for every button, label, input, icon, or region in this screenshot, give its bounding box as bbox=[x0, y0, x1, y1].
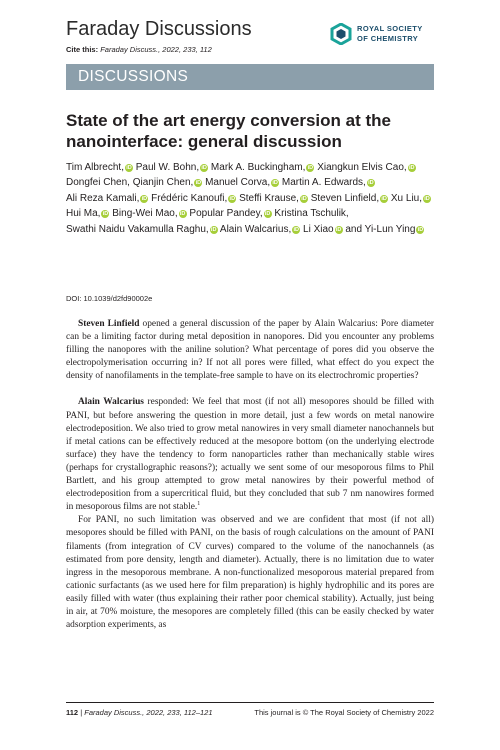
author-name[interactable] bbox=[211, 162, 314, 173]
page-number: 112 bbox=[66, 708, 79, 717]
footer-journal: Faraday Discuss., 2022, 233, 112–121 bbox=[84, 708, 213, 717]
author-text: Bing-Wei Mao, bbox=[112, 208, 178, 220]
author-name[interactable] bbox=[136, 162, 208, 173]
orcid-icon[interactable]: iD bbox=[368, 180, 374, 187]
author-text: Xiangkun Elvis Cao, bbox=[317, 162, 407, 173]
journal-title: Faraday Discussions bbox=[66, 18, 252, 40]
orcid-icon[interactable]: iD bbox=[201, 165, 207, 171]
orcid-icon[interactable]: iD bbox=[381, 195, 387, 202]
speaker-name: Steven Linfield bbox=[78, 319, 140, 329]
paragraph bbox=[66, 396, 434, 514]
orcid-icon[interactable]: iD bbox=[126, 165, 132, 171]
author-name[interactable] bbox=[239, 193, 308, 204]
orcid-icon[interactable]: iD bbox=[301, 195, 307, 202]
author-name[interactable] bbox=[151, 193, 236, 204]
author-text: Kristina Tschulik, bbox=[274, 208, 349, 220]
author-text: Dongfei Chen, bbox=[66, 177, 130, 189]
author-name[interactable] bbox=[205, 177, 279, 188]
paragraph-text: opened a general discussion of the paper by Alain Walcarius: Pore diameter can be a limiting factor during metal deposition in nanopores. Did you encounter any problems filling the nanopores with the aniline solution? What percentage of pores did you observe the electropolymerisation occurring in? If not all pores were filled, what effect do you expect the density of nanofilaments in the template-free sample to have on its electrochromic properties? bbox=[66, 319, 435, 382]
author-text: Qianjin Chen, bbox=[132, 177, 194, 189]
author-name[interactable] bbox=[66, 162, 133, 173]
orcid-icon[interactable]: iD bbox=[264, 211, 271, 218]
orcid-icon[interactable]: iD bbox=[293, 226, 299, 233]
paragraph bbox=[66, 514, 434, 632]
orcid-icon[interactable]: iD bbox=[179, 211, 186, 218]
author-text: Martin A. Edwards, bbox=[281, 177, 366, 189]
author-name[interactable] bbox=[282, 177, 375, 188]
author-text: Manuel Corva, bbox=[205, 177, 271, 189]
orcid-icon[interactable]: iD bbox=[195, 180, 202, 187]
author-text: Steven Linfield, bbox=[310, 192, 380, 204]
author-text: Frédéric Kanoufi, bbox=[151, 192, 228, 204]
author-name[interactable] bbox=[112, 208, 186, 219]
orcid-icon[interactable]: iD bbox=[102, 211, 109, 218]
orcid-icon[interactable]: iD bbox=[335, 226, 342, 233]
orcid-icon[interactable]: iD bbox=[417, 226, 424, 233]
paragraph bbox=[66, 318, 434, 383]
rsc-hexagon-icon bbox=[330, 23, 352, 45]
article-body bbox=[66, 318, 434, 632]
footer-rule bbox=[66, 702, 434, 703]
author-text: and Yi-Lun Ying bbox=[345, 223, 416, 235]
author-name[interactable] bbox=[345, 224, 424, 235]
author-text: Xu Liu, bbox=[390, 192, 423, 204]
author-text: Hui Ma, bbox=[66, 208, 101, 220]
orcid-icon[interactable]: iD bbox=[408, 165, 415, 171]
cite-text: Faraday Discuss., 2022, 233, 112 bbox=[100, 45, 212, 54]
paragraph-text: For PANI, no such limitation was observed and we are confident that most (if not all) mesopores should be filled with PANI, on the basis of rough calculations on the amount of PANI filaments (from integration of CV curves) compared to the volume of the nanochannels (as estimated from pore density, length and diameter). Actually, there is no limitation due to water ingress in the mesoporous membrane. A non-functionalized mesoporous material prepared from cationic surfactants (as we used here for film preparation) is highly hydrophilic and its pores are easily filled with water (thus explaining their rather poor chemical stability). Actually, just being in air, at 70% moisture, the mesopores are completely filled (this can be easily checked by water adsorption experiments, as bbox=[66, 515, 434, 631]
author-name[interactable] bbox=[303, 224, 343, 235]
footer-separator: | bbox=[80, 708, 83, 717]
author-name[interactable] bbox=[133, 177, 203, 188]
author-name[interactable] bbox=[66, 208, 109, 219]
author-list bbox=[66, 160, 434, 237]
section-label: DISCUSSIONS bbox=[78, 68, 189, 85]
orcid-icon[interactable]: iD bbox=[229, 195, 236, 202]
cite-line bbox=[66, 45, 212, 54]
rsc-logo-line-1: ROYAL SOCIETY bbox=[357, 24, 423, 33]
author-name[interactable] bbox=[66, 224, 218, 235]
doi[interactable]: DOI: 10.1039/d2fd90002e bbox=[66, 294, 153, 303]
author-name[interactable] bbox=[311, 193, 388, 204]
author-text: Steffi Krause, bbox=[239, 192, 299, 204]
reference-link[interactable]: 1 bbox=[197, 501, 201, 508]
author-name[interactable] bbox=[66, 177, 130, 188]
section-banner bbox=[66, 64, 434, 90]
rsc-logo-line-2: OF CHEMISTRY bbox=[357, 34, 419, 43]
author-text: Mark A. Buckingham, bbox=[210, 162, 306, 173]
author-name[interactable] bbox=[274, 208, 348, 219]
author-name[interactable] bbox=[66, 193, 148, 204]
rsc-logo-text bbox=[357, 24, 423, 44]
orcid-icon[interactable]: iD bbox=[210, 226, 217, 233]
orcid-icon[interactable]: iD bbox=[272, 180, 278, 187]
footer-citation bbox=[66, 708, 213, 717]
author-name[interactable] bbox=[220, 224, 300, 235]
orcid-icon[interactable]: iD bbox=[424, 195, 430, 202]
author-text: Li Xiao bbox=[303, 223, 334, 235]
orcid-icon[interactable]: iD bbox=[307, 165, 314, 171]
author-text: Tim Albrecht, bbox=[66, 162, 124, 173]
speaker-name: Alain Walcarius bbox=[78, 397, 144, 408]
rsc-logo bbox=[330, 23, 423, 45]
author-name[interactable] bbox=[317, 162, 416, 173]
author-text: Ali Reza Kamali, bbox=[66, 192, 140, 204]
author-text: Alain Walcarius, bbox=[219, 223, 292, 235]
author-name[interactable] bbox=[391, 193, 431, 204]
author-text: Popular Pandey, bbox=[189, 208, 263, 220]
author-text: Swathi Naidu Vakamulla Raghu, bbox=[66, 223, 209, 235]
footer-copyright: This journal is © The Royal Society of Chemistry 2022 bbox=[254, 708, 434, 717]
article-title: State of the art energy conversion at the nanointerface: general discussion bbox=[66, 111, 391, 151]
author-text: Paul W. Bohn, bbox=[135, 162, 200, 173]
cite-label: Cite this: bbox=[66, 45, 99, 54]
author-name[interactable] bbox=[189, 208, 271, 219]
orcid-icon[interactable]: iD bbox=[141, 195, 148, 202]
paragraph-text: responded: We feel that most (if not all) mesopores should be filled with PANI, but before answering the question in more detail, just a few words on metal nanowire electrodeposition. We also tried to grow metal nanowires in very small diameter nanochannels but if metal cations can be effectively reduced at the mesopore bottom (on the underlying electrode surface) they have the tendency to form nanoparticles rather than mechanically stable wires (perhaps for crystallographic reasons?); actually we sent some of our mesoporous films to Phil Bartlett, and his group attempted to grow metal nanowires by their powerful method of electrodeposition from a supercritical fluid, but they concluded that sub 7 nm nanowires formed in mesoporous films are not stable. bbox=[66, 397, 434, 513]
